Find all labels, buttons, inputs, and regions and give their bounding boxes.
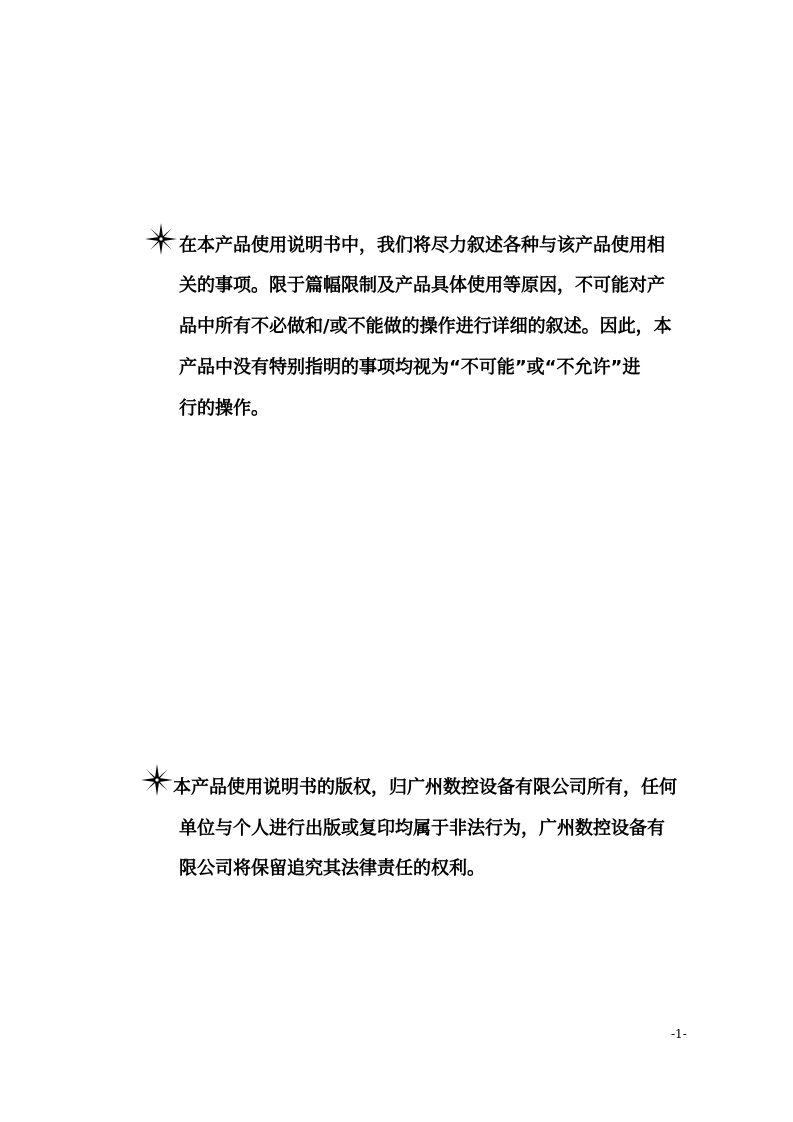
compass-star-icon	[140, 763, 174, 797]
notice-2-line-2: 单位与个人进行出版或复印均属于非法行为，广州数控设备有	[179, 818, 665, 839]
notice-2-line-1: 本产品使用说明书的版权，归广州数控设备有限公司所有，任何	[173, 777, 677, 798]
notice-paragraph-2	[144, 763, 704, 893]
compass-star-icon	[144, 222, 178, 256]
page-number: -1-	[671, 1027, 687, 1041]
notice-1-line-2: 关的事项。限于篇幅限制及产品具体使用等原因，不可能对产	[179, 275, 665, 296]
notice-paragraph-1	[144, 222, 704, 432]
notice-1-line-3: 品中所有不必做和/或不能做的操作进行详细的叙述。因此，本	[179, 316, 672, 337]
notice-2-line-3: 限公司将保留追究其法律责任的权利。	[179, 858, 485, 879]
notice-1-line-1: 在本产品使用说明书中，我们将尽力叙述各种与该产品使用相	[179, 235, 665, 256]
notice-1-line-4: 产品中没有特别指明的事项均视为“不可能”或“不允许”进	[179, 357, 641, 378]
notice-1-line-5: 行的操作。	[179, 398, 269, 419]
